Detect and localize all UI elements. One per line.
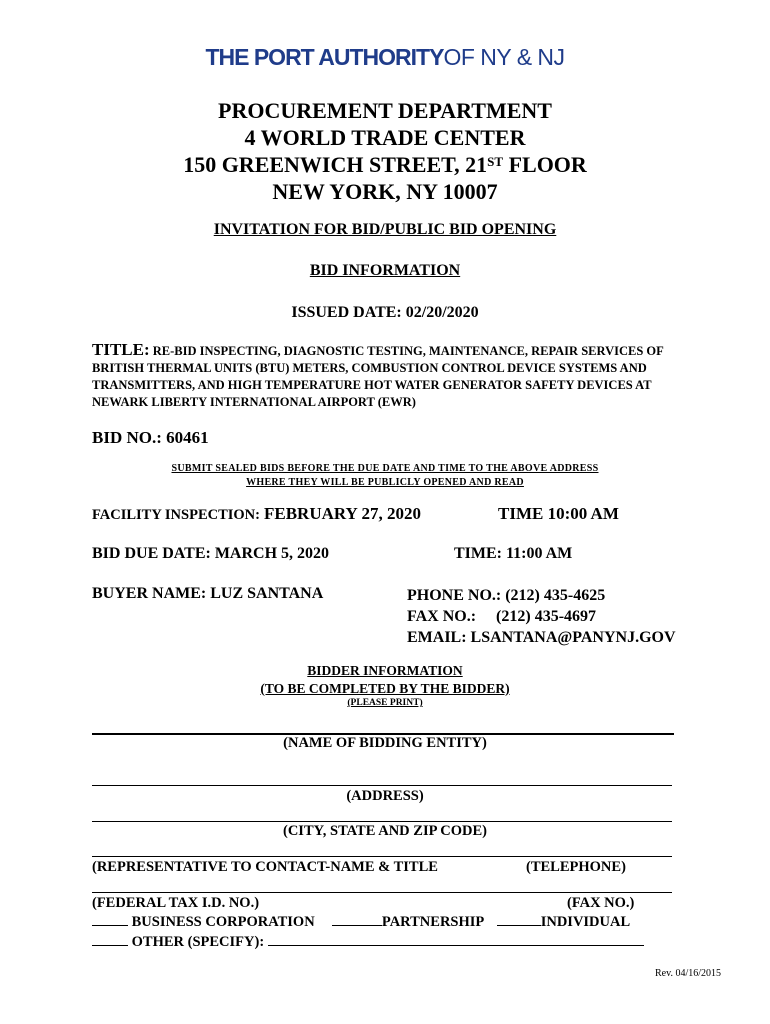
port-authority-logo	[0, 44, 770, 71]
other-specify-label: OTHER (SPECIFY):	[131, 934, 265, 950]
entity-type-options	[92, 913, 630, 931]
bid-due-time: TIME: 11:00 AM	[454, 545, 573, 562]
buyer-fax: FAX NO.: (212) 435-4697	[407, 608, 597, 625]
other-specify-field[interactable]	[268, 933, 644, 946]
buyer-name: BUYER NAME: LUZ SANTANA	[92, 585, 324, 602]
revision-date: Rev. 04/16/2015	[655, 968, 722, 979]
buyer-contact	[407, 585, 676, 648]
partnership-checkbox[interactable]	[332, 913, 382, 926]
logo-light-text: OF NY & NJ	[443, 44, 565, 70]
address-line-1: PROCUREMENT DEPARTMENT	[218, 98, 552, 123]
logo-bold-text: THE PORT AUTHORITY	[205, 44, 444, 70]
other-specify-row	[92, 933, 644, 951]
bid-due-date: BID DUE DATE: MARCH 5, 2020	[92, 545, 330, 562]
address-line-3: 150 GREENWICH STREET, 21ST FLOOR	[183, 152, 587, 177]
address-line[interactable]	[92, 785, 672, 786]
business-corporation-checkbox[interactable]	[92, 913, 128, 926]
submit-instruction-2: WHERE THEY WILL BE PUBLICLY OPENED AND READ	[246, 477, 524, 488]
federal-tax-id-label: (FEDERAL TAX I.D. NO.)	[92, 895, 260, 911]
address-label: (ADDRESS)	[346, 788, 424, 804]
address-line-2: 4 WORLD TRADE CENTER	[244, 125, 526, 150]
individual-checkbox[interactable]	[497, 913, 541, 926]
fax-label: (FAX NO.)	[567, 895, 635, 911]
invitation-heading: INVITATION FOR BID/PUBLIC BID OPENING	[213, 221, 557, 238]
business-corporation-label: BUSINESS CORPORATION	[131, 914, 315, 930]
title-label: TITLE:	[92, 340, 150, 359]
bid-title: TITLE: RE-BID INSPECTING, DIAGNOSTIC TESTING, MAINTENANCE, REPAIR SERVICES OF BRITISH THERMAL UNITS (BTU) METERS, COMBUSTION CONTROL DEVICE SYSTEMS AND TRANSMITTERS, AND HIGH TEMPERATURE HOT WATER GENERATOR SAFETY DEVICES AT NEWARK LIBERTY INTERNATIONAL AIRPORT (EWR)	[92, 340, 664, 409]
issued-date: ISSUED DATE: 02/20/2020	[291, 304, 479, 321]
individual-label: INDIVIDUAL	[540, 914, 631, 930]
bid-number: BID NO.: 60461	[92, 428, 209, 447]
procurement-address	[0, 97, 770, 205]
facility-inspection: FACILITY INSPECTION: FEBRUARY 27, 2020	[92, 504, 421, 523]
city-state-zip-label: (CITY, STATE AND ZIP CODE)	[283, 823, 487, 839]
submit-instruction-1: SUBMIT SEALED BIDS BEFORE THE DUE DATE AND TIME TO THE ABOVE ADDRESS	[171, 463, 599, 474]
bid-information-heading: BID INFORMATION	[309, 262, 461, 279]
bidder-information-heading: BIDDER INFORMATION	[307, 663, 463, 678]
please-print-note: (PLEASE PRINT)	[347, 698, 423, 708]
partnership-label: PARTNERSHIP	[381, 914, 484, 930]
other-checkbox[interactable]	[92, 933, 128, 946]
city-state-zip-line[interactable]	[92, 821, 672, 822]
buyer-phone: PHONE NO.: (212) 435-4625	[407, 587, 606, 604]
address-line-4: NEW YORK, NY 10007	[272, 179, 498, 204]
buyer-email: EMAIL: LSANTANA@PANYNJ.GOV	[407, 629, 676, 646]
tax-id-line[interactable]	[92, 892, 672, 893]
representative-label: (REPRESENTATIVE TO CONTACT-NAME & TITLE	[92, 859, 438, 875]
representative-line[interactable]	[92, 856, 672, 857]
bidding-entity-label: (NAME OF BIDDING ENTITY)	[283, 735, 487, 751]
bidder-completion-note: (TO BE COMPLETED BY THE BIDDER)	[260, 681, 510, 696]
telephone-label: (TELEPHONE)	[526, 859, 626, 875]
facility-inspection-time: TIME 10:00 AM	[498, 504, 619, 523]
